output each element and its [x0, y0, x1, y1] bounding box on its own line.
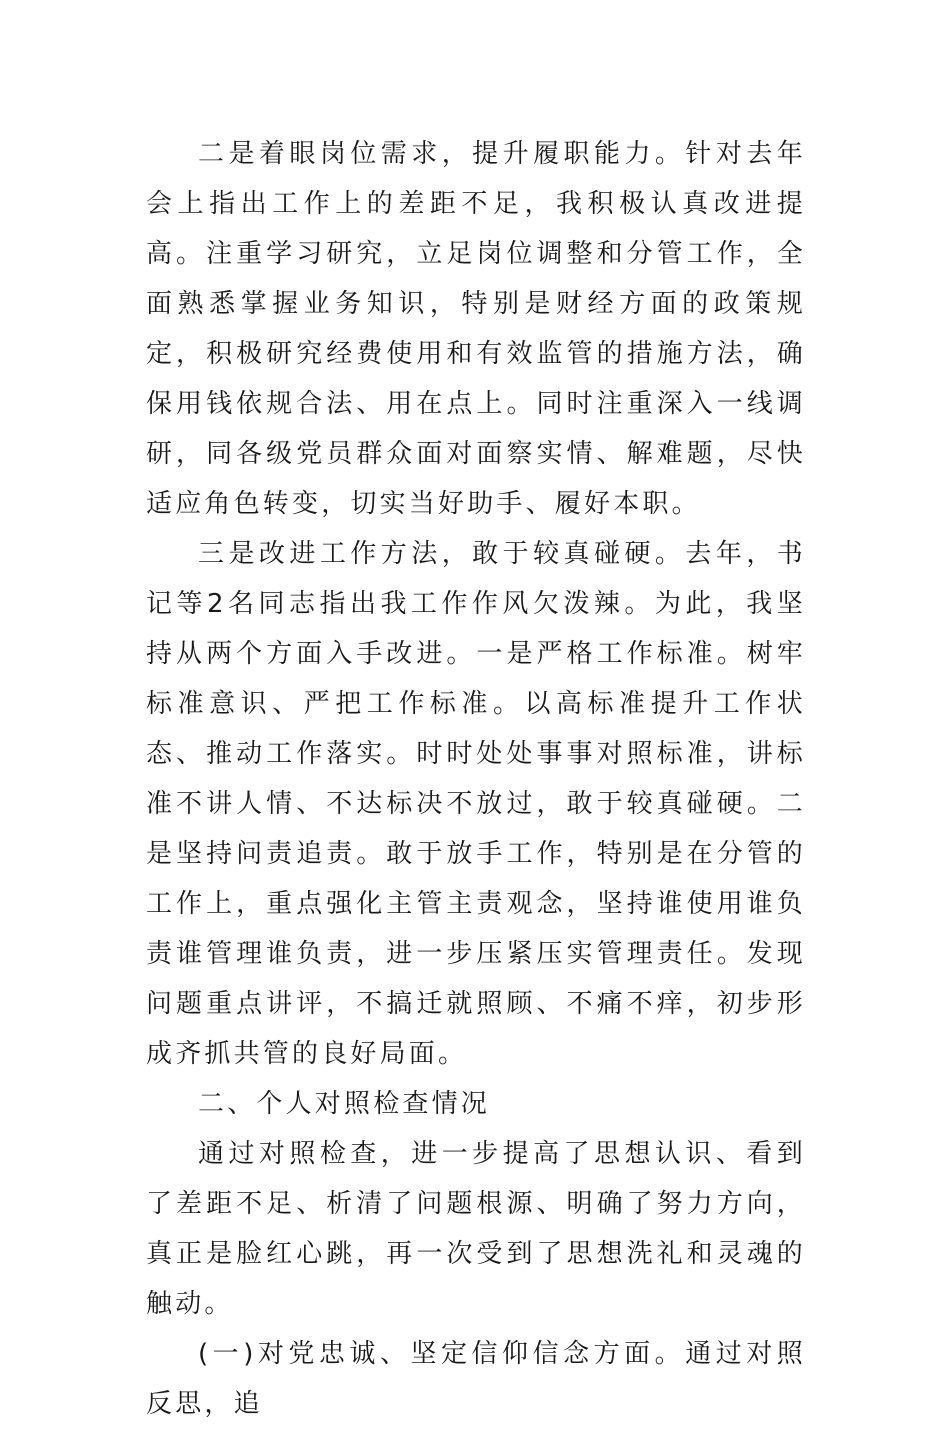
paragraph-self-examination: 通过对照检查，进一步提高了思想认识、看到了差距不足、析清了问题根源、明确了努力方向，真正是脸红心跳，再一次受到了思想洗礼和灵魂的触动。 — [146, 1139, 806, 1319]
section-heading: 二、个人对照检查情况 — [198, 1089, 491, 1119]
paragraph-loyalty-section: (一)对党忠诚、坚定信仰信念方面。通过对照反思，追 — [146, 1339, 806, 1419]
paragraph-job-requirements: 二是着眼岗位需求，提升履职能力。针对去年会上指出工作上的差距不足，我积极认真改进提高。注重学习研究，立足岗位调整和分管工作，全面熟悉掌握业务知识，特别是财经方面的政策规定，积极研究经费使用和有效监管的措施方法，确保用钱依规合法、用在点上。同时注重深入一线调研，同各级党员群众面对面察实情、解难题，尽快适应角色转变，切实当好助手、履好本职。 — [146, 139, 806, 519]
document-body — [146, 129, 806, 1429]
paragraph-work-methods: 三是改进工作方法，敢于较真碰硬。去年，书记等2名同志指出我工作作风欠泼辣。为此，我坚持从两个方面入手改进。一是严格工作标准。树牢标准意识、严把工作标准。以高标准提升工作状态、推动工作落实。时时处处事事对照标准，讲标准不讲人情、不达标决不放过，敢于较真碰硬。二是坚持问责追责。敢于放手工作，特别是在分管的工作上，重点强化主管主责观念，坚持谁使用谁负责谁管理谁负责，进一步压紧压实管理责任。发现问题重点讲评，不搞迁就照顾、不痛不痒，初步形成齐抓共管的良好局面。 — [146, 539, 806, 1069]
